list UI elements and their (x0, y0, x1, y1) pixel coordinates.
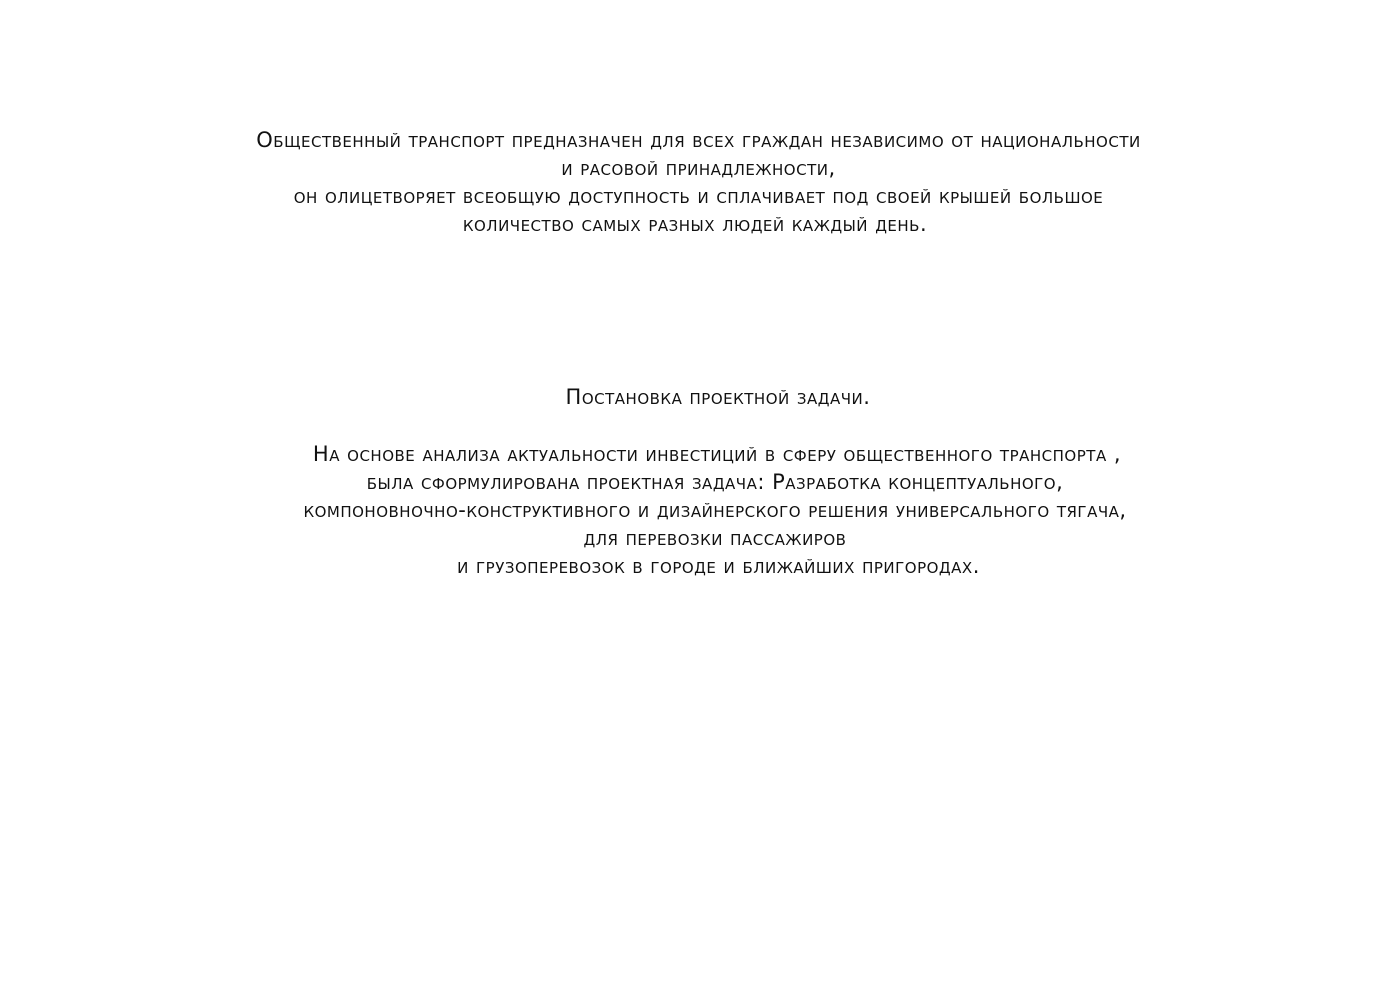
task-line: компоновночно-конструктивного и дизайнерского решения универсального тягача, (303, 498, 1127, 522)
task-line: На основе анализа актуальности инвестиций в сферу общественного транспорта , (312, 442, 1122, 466)
task-line: для перевозки пассажиров (583, 526, 847, 550)
section-heading (0, 383, 1400, 411)
intro-line: количество самых разных людей каждый день. (462, 212, 928, 236)
task-line: и грузоперевозок в городе и ближайших пригородах. (457, 554, 980, 578)
section-heading-text: Постановка проектной задачи. (565, 385, 871, 409)
task-paragraph (0, 440, 1400, 580)
intro-line: он олицетворяет всеобщую доступность и сплачивает под своей крышей большое (293, 184, 1104, 208)
intro-line: и расовой принадлежности, (561, 156, 836, 180)
intro-line: Общественный транспорт предназначен для всех граждан независимо от национальности (256, 128, 1141, 152)
intro-paragraph (0, 126, 1400, 238)
task-line: была сформулирована проектная задача: Разработка концептуального, (366, 470, 1064, 494)
